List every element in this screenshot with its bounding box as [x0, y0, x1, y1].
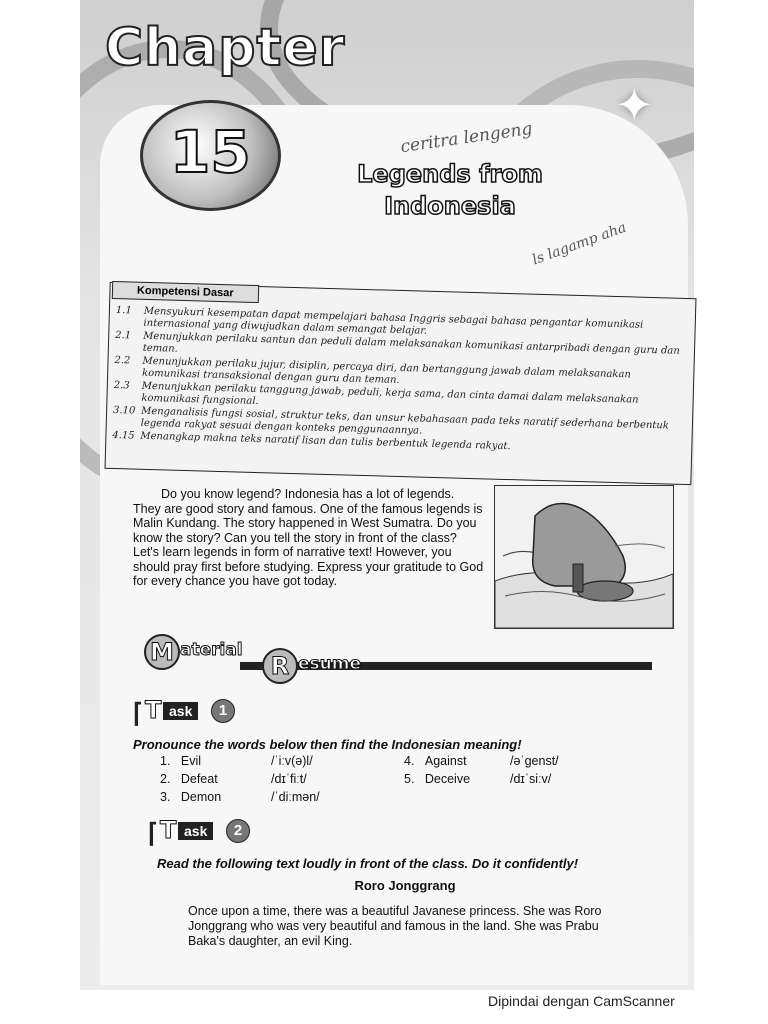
man-kneeling-stone-illustration — [494, 485, 674, 629]
intro-paragraph: Do you know legend? Indonesia has a lot of legends. They are good story and famous. One of the famous legends is Malin Kundang. The story happened in West Sumatra. Do you know the story? Can you tell the story in front of the class? Let's learn legends in form of narrative text! However, you should pray first before studying. Express your gratitude to God for every chance you have got today. — [133, 487, 484, 588]
vocab-word: Demon — [180, 790, 222, 804]
story-title: Roro Jonggrang — [354, 878, 456, 893]
item-text: Menunjukkan perilaku jujur, disiplin, percaya diri, dan bertanggung jawab dalam melaksanakan komunikasi transaksional dengan guru dan teman. — [141, 355, 631, 386]
task1-instruction: Pronounce the words below then find the Indonesian meaning! — [133, 737, 522, 752]
vocab-num: 5. — [404, 772, 415, 786]
task2-number: 2 — [226, 819, 250, 843]
list-item — [160, 752, 201, 770]
chapter-title-line2: Indonesia — [384, 192, 516, 220]
vocab-word: Against — [424, 754, 467, 768]
material-resume-aterial: aterial — [180, 640, 243, 660]
item-number: 4.15 — [112, 429, 135, 442]
material-resume-esume: esume — [298, 654, 361, 674]
vocab-num: 1. — [160, 754, 171, 768]
vocab-ipa: /ˈiːv(ə)l/ — [271, 754, 313, 768]
vocab-word: Evil — [180, 754, 202, 768]
item-number: 1.1 — [115, 305, 132, 317]
material-resume-r: R — [262, 648, 298, 684]
chapter-title — [330, 158, 570, 222]
bracket-icon: ⌈ — [148, 818, 159, 848]
item-number: 2.2 — [114, 354, 131, 367]
vocab-word: Defeat — [180, 772, 218, 786]
vocab-num: 4. — [404, 754, 415, 768]
task2-heading — [148, 816, 258, 848]
kompetensi-dasar-list — [112, 305, 690, 459]
item-number: 3.10 — [112, 404, 136, 417]
item-number: 2.3 — [113, 379, 130, 392]
sparkle-icon: ✦ — [615, 79, 654, 131]
story-paragraph: Once upon a time, there was a beautiful Javanese princess. She was Roro Jonggrang who was very beautiful and famous in the land. She was Prabu Baka's daughter, an evil King. — [188, 904, 602, 948]
handwritten-note: ceritra lengeng — [399, 118, 534, 158]
vocab-ipa: /əˈgenst/ — [510, 754, 559, 768]
item-text: Mensyukuri kesempatan dapat mempelajari bahasa Inggris sebagai bahasa pengantar komunikasi internasional yang diwujudkan dalam semangat belajar. — [143, 305, 644, 337]
item-text: Menganalisis fungsi sosial, struktur teks, dan unsur kebahasaan pada teks naratif sederhana berbentuk legenda rakyat sesuai dengan konteks penggunaannya. — [140, 405, 670, 437]
vocab-num: 3. — [160, 790, 171, 804]
vocab-ipa: /dɪˈsiːv/ — [510, 772, 552, 786]
task1-word: ask — [163, 702, 198, 720]
task2-word: ask — [178, 822, 213, 840]
list-item — [404, 770, 470, 788]
bracket-icon: ⌈ — [133, 698, 144, 728]
list-item — [160, 770, 218, 788]
scanner-watermark: Dipindai dengan CamScanner — [488, 993, 675, 1009]
kompetensi-dasar-label: Kompetensi Dasar — [112, 281, 259, 303]
list-item — [404, 752, 467, 770]
vocab-word: Deceive — [424, 772, 471, 786]
item-text: Menunjukkan perilaku santun dan peduli dalam melaksanakan komunikasi antarpribadi dengan guru dan teman. — [142, 330, 680, 357]
chapter-label: Chapter — [105, 18, 346, 78]
task1-t: T — [145, 696, 162, 724]
item-text: Menunjukkan perilaku tanggung jawab, peduli, kerja sama, dan cinta damai dalam melaksanakan komunikasi fungsional. — [141, 380, 639, 407]
task2-instruction: Read the following text loudly in front of the class. Do it confidently! — [157, 856, 579, 871]
list-item — [160, 788, 221, 806]
task2-t: T — [160, 816, 177, 844]
illustration-drawing — [495, 486, 673, 628]
item-text: Menangkap makna teks naratif lisan dan tulis berbentuk legenda rakyat. — [140, 430, 511, 453]
vocab-ipa: /ˈdiːmən/ — [271, 790, 320, 804]
item-number: 2.1 — [114, 329, 132, 342]
material-resume-m: M — [144, 634, 180, 670]
vocab-num: 2. — [160, 772, 171, 786]
handwritten-note: ls lagamp aha — [530, 219, 629, 269]
chapter-title-line1: Legends from — [357, 160, 543, 188]
task1-heading — [133, 696, 243, 728]
task1-number: 1 — [211, 699, 235, 723]
vocab-ipa: /dɪˈfiːt/ — [271, 772, 307, 786]
chapter-number: 15 — [170, 118, 251, 186]
